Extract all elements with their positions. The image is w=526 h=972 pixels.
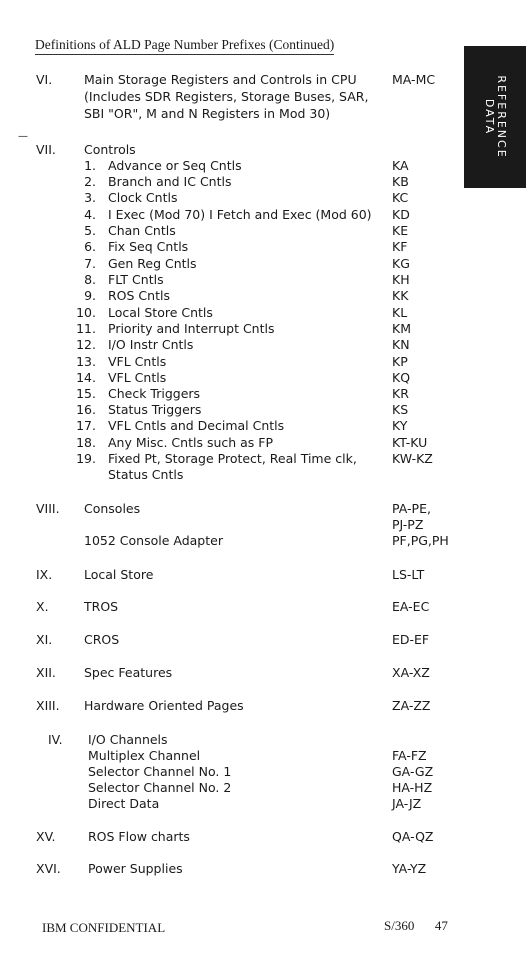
section-numeral: VIII. [36, 501, 60, 516]
section-line: ROS Flow charts [88, 829, 190, 844]
section-numeral: VI. [36, 72, 53, 87]
item-number: 1. [84, 158, 96, 173]
item-number: 11. [76, 321, 96, 336]
section-code: QA-QZ [392, 829, 434, 844]
item-text: Status Triggers [108, 402, 202, 417]
section-line: 1052 Console Adapter [84, 533, 223, 548]
item-code: KP [392, 354, 408, 369]
item-number: 5. [84, 223, 96, 238]
item-text: Check Triggers [108, 386, 201, 401]
section-code: EA-EC [392, 599, 430, 614]
section-line: Local Store [84, 567, 154, 582]
item-text: Chan Cntls [108, 223, 176, 238]
section-numeral: XVI. [36, 861, 61, 876]
section-line: Spec Features [84, 665, 173, 680]
item-text: Fixed Pt, Storage Protect, Real Time clk, [108, 451, 357, 466]
item-text: Any Misc. Cntls such as FP [108, 435, 274, 450]
section-code: PF,PG,PH [392, 533, 449, 548]
item-code: KF [392, 239, 408, 254]
section-line: Direct Data [88, 796, 160, 811]
footer-series: S/360 [384, 918, 415, 933]
section-code: HA-HZ [392, 780, 433, 795]
item-number: 17. [76, 418, 96, 433]
item-code: KD [392, 207, 410, 222]
item-number: 7. [84, 256, 96, 271]
item-number: 18. [76, 435, 96, 450]
item-code: KA [392, 158, 409, 173]
section-line: TROS [84, 599, 119, 614]
section-numeral: XII. [36, 665, 56, 680]
item-number: 16. [76, 402, 96, 417]
section-line: SBI "OR", M and N Registers in Mod 30) [84, 106, 331, 121]
item-number: 8. [84, 272, 96, 287]
item-code: KS [392, 402, 409, 417]
section-numeral: VII. [36, 142, 56, 157]
section-numeral: IV. [48, 732, 63, 747]
section-line: Hardware Oriented Pages [84, 698, 244, 713]
section-line: CROS [84, 632, 120, 647]
item-code: KM [392, 321, 411, 336]
section-code: LS-LT [392, 567, 425, 582]
section-code: GA-GZ [392, 764, 434, 779]
item-number: 13. [76, 354, 96, 369]
item-text-continued: Status Cntls [108, 467, 184, 482]
item-text: I/O Instr Cntls [108, 337, 194, 352]
item-number: 14. [76, 370, 96, 385]
item-code: KQ [392, 370, 411, 385]
item-text: VFL Cntls [108, 370, 167, 385]
item-code: KG [392, 256, 410, 271]
margin-mark: — [18, 131, 28, 142]
item-code: KB [392, 174, 409, 189]
page-heading: Definitions of ALD Page Number Prefixes (Continued) [35, 37, 334, 55]
item-number: 15. [76, 386, 96, 401]
item-code: KK [392, 288, 409, 303]
section-line: I/O Channels [88, 732, 168, 747]
item-text: I Exec (Mod 70) I Fetch and Exec (Mod 60) [108, 207, 372, 222]
section-numeral: XIII. [36, 698, 60, 713]
section-numeral: X. [36, 599, 49, 614]
section-code: FA-FZ [392, 748, 427, 763]
item-code: KW-KZ [392, 451, 433, 466]
section-line: Multiplex Channel [88, 748, 201, 763]
item-number: 3. [84, 190, 96, 205]
item-number: 19. [76, 451, 96, 466]
item-code: KE [392, 223, 409, 238]
item-code: KL [392, 305, 408, 320]
item-text: Clock Cntls [108, 190, 178, 205]
footer-confidential: IBM CONFIDENTIAL [42, 920, 166, 935]
item-text: Priority and Interrupt Cntls [108, 321, 275, 336]
item-number: 2. [84, 174, 96, 189]
item-code: KT-KU [392, 435, 428, 450]
section-line: Controls [84, 142, 136, 157]
item-text: ROS Cntls [108, 288, 170, 303]
section-code: MA-MC [392, 72, 436, 87]
section-numeral: XI. [36, 632, 53, 647]
section-code: YA-YZ [392, 861, 427, 876]
tab-line-1: REFERENCE [495, 75, 508, 159]
item-text: Gen Reg Cntls [108, 256, 197, 271]
section-code: PA-PE, [392, 501, 431, 516]
section-line: Power Supplies [88, 861, 183, 876]
item-text: VFL Cntls and Decimal Cntls [108, 418, 285, 433]
item-text: Branch and IC Cntls [108, 174, 232, 189]
tab-line-2: DATA [483, 98, 496, 136]
section-code: JA-JZ [392, 796, 422, 811]
footer-page-info [384, 918, 448, 934]
item-number: 6. [84, 239, 96, 254]
item-text: Advance or Seq Cntls [108, 158, 242, 173]
section-line: Main Storage Registers and Controls in CPU [84, 72, 357, 87]
item-number: 12. [76, 337, 96, 352]
item-code: KR [392, 386, 409, 401]
item-code: KY [392, 418, 408, 433]
section-numeral: IX. [36, 567, 53, 582]
item-number: 9. [84, 288, 96, 303]
section-code: ED-EF [392, 632, 430, 647]
item-text: VFL Cntls [108, 354, 167, 369]
reference-data-tab [464, 46, 526, 188]
section-line: Consoles [84, 501, 141, 516]
section-code: PJ-PZ [392, 517, 424, 532]
item-code: KH [392, 272, 410, 287]
section-code: XA-XZ [392, 665, 430, 680]
item-number: 10. [76, 305, 96, 320]
section-line: Selector Channel No. 2 [88, 780, 232, 795]
section-code: ZA-ZZ [392, 698, 431, 713]
section-line: (Includes SDR Registers, Storage Buses, SAR, [84, 89, 369, 104]
section-line: Selector Channel No. 1 [88, 764, 232, 779]
item-code: KC [392, 190, 409, 205]
reference-data-tab-label [483, 75, 507, 158]
item-text: Local Store Cntls [108, 305, 213, 320]
item-text: FLT Cntls [108, 272, 164, 287]
item-number: 4. [84, 207, 96, 222]
section-numeral: XV. [36, 829, 56, 844]
item-code: KN [392, 337, 410, 352]
item-text: Fix Seq Cntls [108, 239, 189, 254]
footer-page-number: 47 [434, 918, 448, 933]
